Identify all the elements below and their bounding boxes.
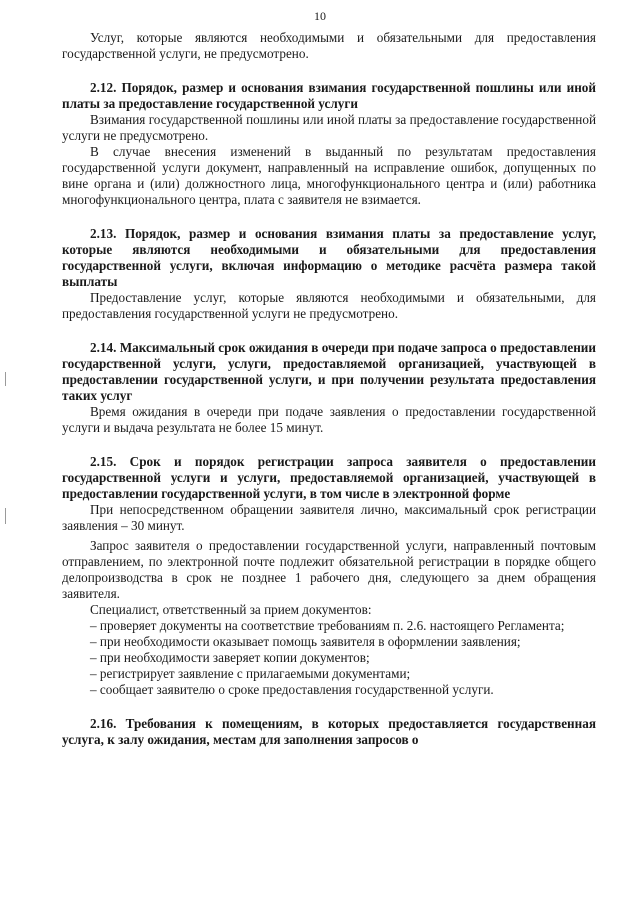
paragraph: В случае внесения изменений в выданный по результатам предоставления государственной услуги документ, направленный на исправление ошибок, допущенных по вине органа и (или) должностного лица, многофункционального центра и (или) работника многофункционального центра, плата с заявителя не взимается. bbox=[62, 144, 596, 207]
scan-margin-mark bbox=[5, 372, 6, 386]
list-item: – проверяет документы на соответствие требованиям п. 2.6. настоящего Регламента; bbox=[90, 618, 565, 633]
paragraph: Услуг, которые являются необходимыми и обязательными для предоставления государственной услуги, не предусмотрено. bbox=[62, 30, 596, 61]
section-heading-2-16: 2.16. Требования к помещениям, в которых предоставляется государственная услуга, к залу ожидания, местам для заполнения запросов о bbox=[62, 716, 596, 747]
section-heading-2-15: 2.15. Срок и порядок регистрации запроса заявителя о предоставлении государственной услуги и услуги, предоставляемой организацией, участвующей в предоставлении государственной услуги, в том числе в электронной форме bbox=[62, 454, 596, 501]
paragraph: Взимания государственной пошлины или иной платы за предоставление государственной услуги не предусмотрено. bbox=[62, 112, 596, 143]
paragraph: Специалист, ответственный за прием документов: bbox=[90, 602, 372, 617]
paragraph: Предоставление услуг, которые являются необходимыми и обязательными, для предоставления государственной услуги не предусмотрено. bbox=[62, 290, 596, 321]
section-heading-2-14: 2.14. Максимальный срок ожидания в очереди при подаче запроса о предоставлении государственной услуги, услуги, предоставляемой организацией, участвующей в предоставлении государственной услуги, и при получении результата предоставления таких услуг bbox=[62, 340, 596, 403]
scan-margin-mark bbox=[5, 508, 6, 524]
paragraph: Время ожидания в очереди при подаче заявления о предоставлении государственной услуги и выдача результата не более 15 минут. bbox=[62, 404, 596, 435]
list-item: – при необходимости оказывает помощь заявителя в оформлении заявления; bbox=[90, 634, 521, 649]
list-item: – сообщает заявителю о сроке предоставления государственной услуги. bbox=[90, 682, 494, 697]
list-item: – регистрирует заявление с прилагаемыми документами; bbox=[90, 666, 411, 681]
list-item: – при необходимости заверяет копии документов; bbox=[90, 650, 370, 665]
paragraph: Запрос заявителя о предоставлении государственной услуги, направленный почтовым отправлением, по электронной почте подлежит обязательной регистрации в порядке общего делопроизводства в срок не позднее 1 рабочего дня, следующего за днем обращения заявителя. bbox=[62, 538, 596, 601]
section-heading-2-13: 2.13. Порядок, размер и основания взимания платы за предоставление услуг, которые являются необходимыми и обязательными для предоставления государственной услуги, включая информацию о методике расчёта размера такой выплаты bbox=[62, 226, 596, 289]
document-body bbox=[62, 30, 596, 748]
paragraph: При непосредственном обращении заявителя лично, максимальный срок регистрации заявления – 30 минут. bbox=[62, 502, 596, 533]
page-number: 10 bbox=[314, 9, 326, 23]
section-heading-2-12: 2.12. Порядок, размер и основания взимания государственной пошлины или иной платы за предоставление государственной услуги bbox=[62, 80, 596, 111]
